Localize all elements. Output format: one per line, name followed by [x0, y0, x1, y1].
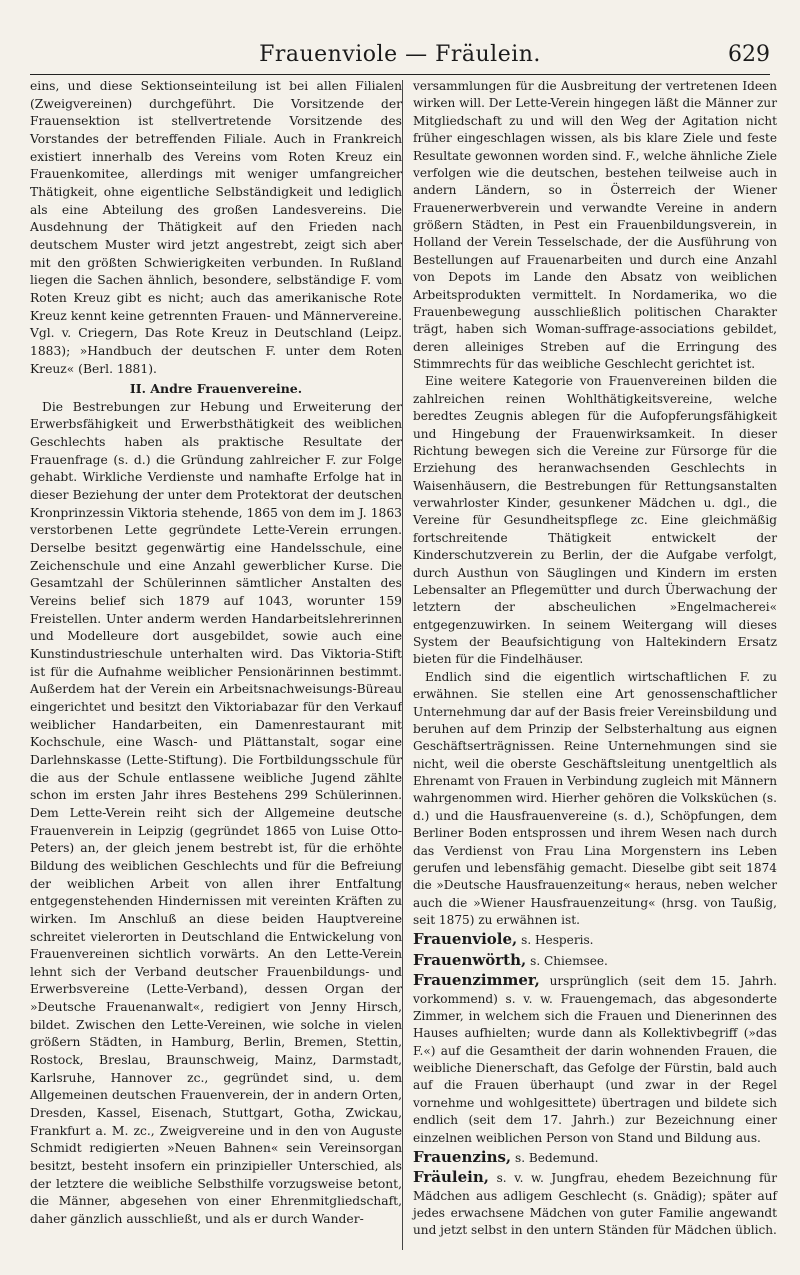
entry-text: s. Bedemund. [515, 1150, 599, 1165]
page-header [30, 38, 770, 75]
column-divider [402, 80, 403, 1250]
right-paragraph-1: versammlungen für die Ausbreitung der vertretenen Ideen wirken will. Der Lette-Verein hingegen läßt die Männer zur Mitgliedschaft zu und will den Weg der Agitation nicht früher eingeschlagen wissen, als bis klare Ziele und feste Resultate gewonnen worden sind. F., welche ähnliche Ziele verfolgen wie die deutschen, bestehen teilweise auch in andern Ländern, so in Österreich der Wiener Frauenerwerbverein und verwandte Vereine in andern größern Städten, in Pest ein Frauenbildungsverein, in Holland der Verein Tesselschade, der die Ausführung von Bestellungen auf Frauenarbeiten und durch eine Anzahl von Depots im Lande den Absatz von weiblichen Arbeitsprodukten vermittelt. In Nordamerika, wo die Frauenbewegung ausschließlich politischen Charakter trägt, haben sich Woman-suffrage-associations gebildet, deren alleiniges Streben auf die Erringung des Stimmrechts für das weibliche Geschlecht gerichtet ist. [413, 79, 777, 371]
page-number: 629 [728, 42, 770, 67]
entry-headword: Frauenviole, [413, 930, 518, 949]
right-paragraph-3: Endlich sind die eigentlich wirtschaftlichen F. zu erwähnen. Sie stellen eine Art genossenschaftlicher Unternehmung dar auf der Basis freier Vereinsbildung und beruhen auf dem Prinzip der Selbsterhaltung aus eignen Geschäftserträgnissen. Reine Unternehmungen sind sie nicht, weil die oberste Geschäftsleitung unentgeltlich als Ehrenamt von Frauen in Verbindung zugleich mit Männern wahrgenommen wird. Hierher gehören die Volksküchen (s. d.) und die Hausfrauenvereine (s. d.), Schöpfungen, dem Berliner Boden entsprossen und ihrem Wesen nach durch das Verdienst von Frau Lina Morgenstern ins Leben gerufen und lebensfähig gemacht. Dieselbe gibt seit 1874 die »Deutsche Hausfrauenzeitung« heraus, neben welcher auch die »Wiener Hausfrauenzeitung« (hrsg. von Taußig, seit 1875) zu erwähnen ist. [413, 669, 777, 927]
entry-headword: Frauenzins, [413, 1147, 512, 1166]
right-column [413, 78, 777, 1240]
dictionary-entry [413, 972, 777, 1147]
left-paragraph-1: eins, und diese Sektionseinteilung ist bei allen Filialen (Zweigvereinen) durchgeführt. Die Vorsitzende der Frauensektion ist stellvertretende Vorsitzende des Vorstandes der betreffenden Filiale. Auch in Frankreich existiert innerhalb des Vereins vom Roten Kreuz ein Frauenkomitee, allerdings mit weniger umfangreicher Thätigkeit, ohne eigentliche Selbständigkeit und lediglich als eine Abteilung des großen Landesvereins. Die Ausdehnung der Thätigkeit auf den Frieden nach deutschem Muster wird jetzt angestrebt, zeigt sich aber mit den größten Schwierigkeiten verbunden. In Rußland liegen die Sachen ähnlich, besondere, selbständige F. vom Roten Kreuz gibt es nicht; auch das amerikanische Rote Kreuz kennt keine getrennten Frauen- und Männervereine. Vgl. v. Criegern, Das Rote Kreuz in Deutschland (Leipz. 1883); »Handbuch der deutschen F. unter dem Roten Kreuz« (Berl. 1881). [30, 79, 402, 376]
entry-text: s. v. w. Jungfrau, ehedem Bezeichnung für Mädchen aus adligem Geschlecht (s. Gnädig); später auf jedes erwachsene Mädchen von guter Familie angewandt und jetzt selbst in den untern Ständen für Mädchen üblich. [413, 1171, 777, 1238]
dictionary-entry [413, 931, 777, 949]
right-paragraph-2: Eine weitere Kategorie von Frauenvereinen bilden die zahlreichen reinen Wohlthätigkeitsvereine, welche beredtes Zeugnis ablegen für die Aufopferungsfähigkeit und Hingebung der Frauenwirksamkeit. In dieser Richtung bewegen sich die Vereine zur Fürsorge für die Erziehung des heranwachsenden Geschlechts in Waisenhäusern, die Bestrebungen für Rettungsanstalten verwahrloster Kinder, gesunkener Mädchen u. dgl., die Vereine für Gesundheitspflege zc. Eine gleichmäßig fortschreitende Thätigkeit entwickelt der Kinderschutzverein zu Berlin, der die Aufgabe verfolgt, durch Austhun von Säuglingen und Kindern im ersten Lebensalter an Pflegemütter und durch Überwachung der letztern der abscheulichen »Engelmacherei« entgegenzuwirken. In seinem Weitergang will dieses System der Beaufsichtigung von Haltekindern Ersatz bieten für die Findelhäuser. [413, 374, 777, 667]
left-column [30, 78, 402, 1229]
entry-headword: Fräulein, [413, 1168, 489, 1187]
dictionary-entry [413, 1169, 777, 1240]
left-paragraph-2: Die Bestrebungen zur Hebung und Erweiterung der Erwerbsfähigkeit und Erwerbsthätigkeit des weiblichen Geschlechts haben als praktische Resultate der Frauenfrage (s. d.) die Gründung zahlreicher F. zur Folge gehabt. Wirkliche Verdienste und namhafte Erfolge hat in dieser Beziehung der unter dem Protektorat der deutschen Kronprinzessin Viktoria stehende, 1865 von dem im J. 1863 verstorbenen Lette gegründete Lette-Verein errungen. Derselbe besitzt gegenwärtig eine Handelsschule, eine Zeichenschule und eine Anzahl gewerblicher Kurse. Die Gesamtzahl der Schülerinnen sämtlicher Anstalten des Vereins belief sich 1879 auf 1043, worunter 159 Freistellen. Unter anderm werden Handarbeitslehrerinnen und Modelleure dort ausgebildet, sowie auch eine Kunstindustrieschule unterhalten wird. Das Viktoria-Stift ist für die Aufnahme weiblicher Pensionärinnen bestimmt. Außerdem hat der Verein ein Arbeitsnachweisungs-Büreau eingerichtet und besitzt den Viktoriabazar für den Verkauf weiblicher Handarbeiten, ein Damenrestaurant mit Kochschule, eine Wasch- und Plättanstalt, sogar eine Darlehnskasse (Lette-Stiftung). Die Fortbildungsschule für die aus der Schule entlassene weibliche Jugend zählte schon im ersten Jahr ihres Bestehens 299 Schülerinnen. Dem Lette-Verein reiht sich der Allgemeine deutsche Frauenverein in Leipzig (gegründet 1865 von Luise Otto-Peters) an, der gleich jenem bestrebt ist, für die erhöhte Bildung des weiblichen Geschlechts und für die Befreiung der weiblichen Arbeit von allen ihrer Entfaltung entgegenstehenden Hindernissen mit vereinten Kräften zu wirken. Im Anschluß an diese beiden Hauptvereine schreitet vielerorten in Deutschland die Entwickelung von Frauenvereinen sichtlich vorwärts. An den Lette-Verein lehnt sich der Verband deutscher Frauenbildungs- und Erwerbsvereine (Lette-Verband), dessen Organ der »Deutsche Frauenanwalt«, redigiert von Jenny Hirsch, bildet. Zwischen den Lette-Vereinen, wie solche in vielen größern Städten, in Hamburg, Berlin, Bremen, Stettin, Rostock, Breslau, Braunschweig, Mainz, Darmstadt, Karlsruhe, Hannover zc., gegründet sind, u. dem Allgemeinen deutschen Frauenverein, der in andern Orten, Dresden, Kassel, Eisenach, Stuttgart, Gotha, Zwickau, Frankfurt a. M. zc., Zweigvereine und in den von Auguste Schmidt redigierten »Neuen Bahnen« sein Vereinsorgan besitzt, besteht insofern ein prinzipieller Unterschied, als der letztere die weibliche Selbsthilfe vorzugsweise betont, die Männer, abgesehen von einer Ehrenmitgliedschaft, daher gänzlich ausschließt, und als er durch Wander- [30, 399, 402, 1226]
dictionary-entry [413, 952, 777, 970]
entry-headword: Frauenwörth, [413, 950, 527, 969]
entry-text: ursprünglich (seit dem 15. Jahrh. vorkommend) s. v. w. Frauengemach, das abgesonderte Zimmer, in welchem sich die Frauen und Dienerinnen des Hauses aufhielten; wurde dann als Kollektivbegriff (»das F.«) auf die Gesamtheit der darin wohnenden Frauen, die weibliche Dienerschaft, das Gefolge der Fürstin, bald auch auf die Frauen überhaupt (und zwar in der Regel vornehme und wohlgesittete) übertragen und bildete sich endlich (seit dem 17. Jahrh.) zur Bezeichnung einer einzelnen weiblichen Person von Stand und Bildung aus. [413, 974, 777, 1145]
running-title: Frauenviole — Fräulein. [259, 42, 541, 67]
section-heading: II. Andre Frauenvereine. [129, 381, 303, 397]
entry-text: s. Hesperis. [521, 933, 594, 948]
entry-headword: Frauenzimmer, [413, 971, 540, 990]
entry-text: s. Chiemsee. [530, 953, 608, 968]
dictionary-entry [413, 1149, 777, 1167]
